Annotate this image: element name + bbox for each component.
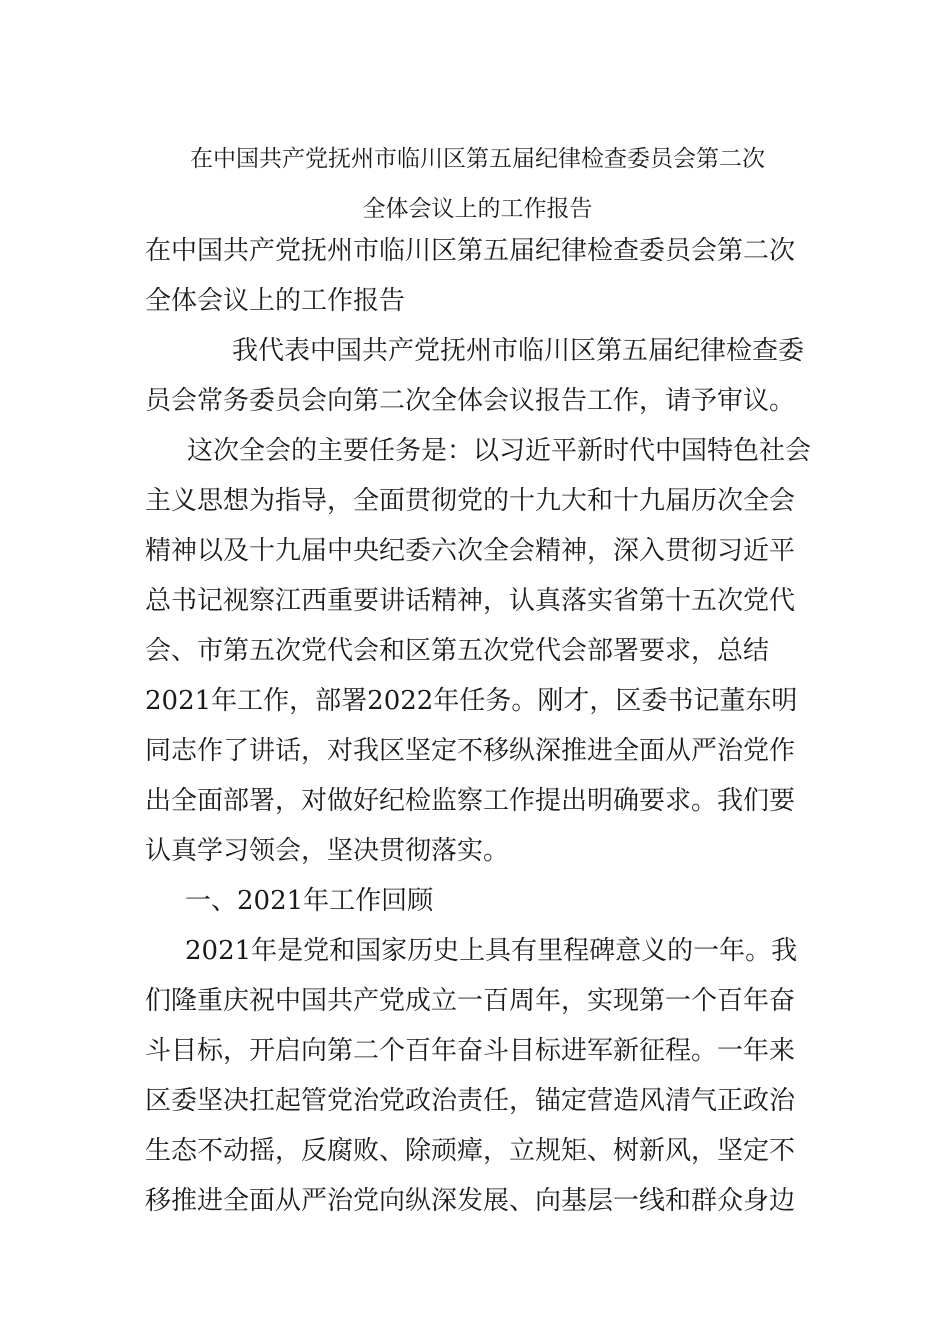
document-body [145, 226, 810, 1226]
paragraph-2-line: 精神以及十九届中央纪委六次全会精神，深入贯彻习近平 [145, 536, 796, 566]
paragraph-2-line: 总书记视察江西重要讲话精神，认真落实省第十五次党代 [145, 586, 796, 616]
title-line: 在中国共产党抚州市临川区第五届纪律检查委员会第二次 [190, 146, 765, 172]
title-line: 全体会议上的工作报告 [362, 196, 593, 222]
paragraph-2-line: 这次全会的主要任务是：以习近平新时代中国特色社会 [187, 436, 812, 466]
subtitle-line: 全体会议上的工作报告 [145, 286, 406, 316]
paragraph-3-line: 斗目标，开启向第二个百年奋斗目标进军新征程。一年来 [145, 1036, 796, 1066]
paragraph-2-line: 2021年工作，部署2022年任务。刚才，区委书记董东明 [145, 686, 798, 716]
paragraph-2-line: 同志作了讲话，对我区坚定不移纵深推进全面从严治党作 [145, 736, 796, 766]
paragraph-2-line: 认真学习领会，坚决贯彻落实。 [145, 836, 510, 866]
paragraph-3-line: 2021年是党和国家历史上具有里程碑意义的一年。我 [185, 936, 798, 966]
paragraph-1-line: 员会常务委员会向第二次全体会议报告工作，请予审议。 [145, 386, 796, 416]
section-heading: 一、2021年工作回顾 [185, 886, 434, 916]
paragraph-2-line: 会、市第五次党代会和区第五次党代会部署要求，总结 [145, 636, 770, 666]
subtitle-line: 在中国共产党抚州市临川区第五届纪律检查委员会第二次 [145, 236, 796, 266]
paragraph-3-line: 们隆重庆祝中国共产党成立一百周年，实现第一个百年奋 [145, 986, 796, 1016]
paragraph-3-line: 移推进全面从严治党向纵深发展、向基层一线和群众身边 [145, 1186, 796, 1216]
paragraph-3-line: 生态不动摇，反腐败、除顽瘴，立规矩、树新风，坚定不 [145, 1136, 796, 1166]
document-title [145, 134, 810, 234]
paragraph-1-line: 我代表中国共产党抚州市临川区第五届纪律检查委 [232, 336, 805, 366]
paragraph-2-line: 出全面部署，对做好纪检监察工作提出明确要求。我们要 [145, 786, 796, 816]
paragraph-3-line: 区委坚决扛起管党治党政治责任，锚定营造风清气正政治 [145, 1086, 796, 1116]
paragraph-2-line: 主义思想为指导，全面贯彻党的十九大和十九届历次全会 [145, 486, 796, 516]
